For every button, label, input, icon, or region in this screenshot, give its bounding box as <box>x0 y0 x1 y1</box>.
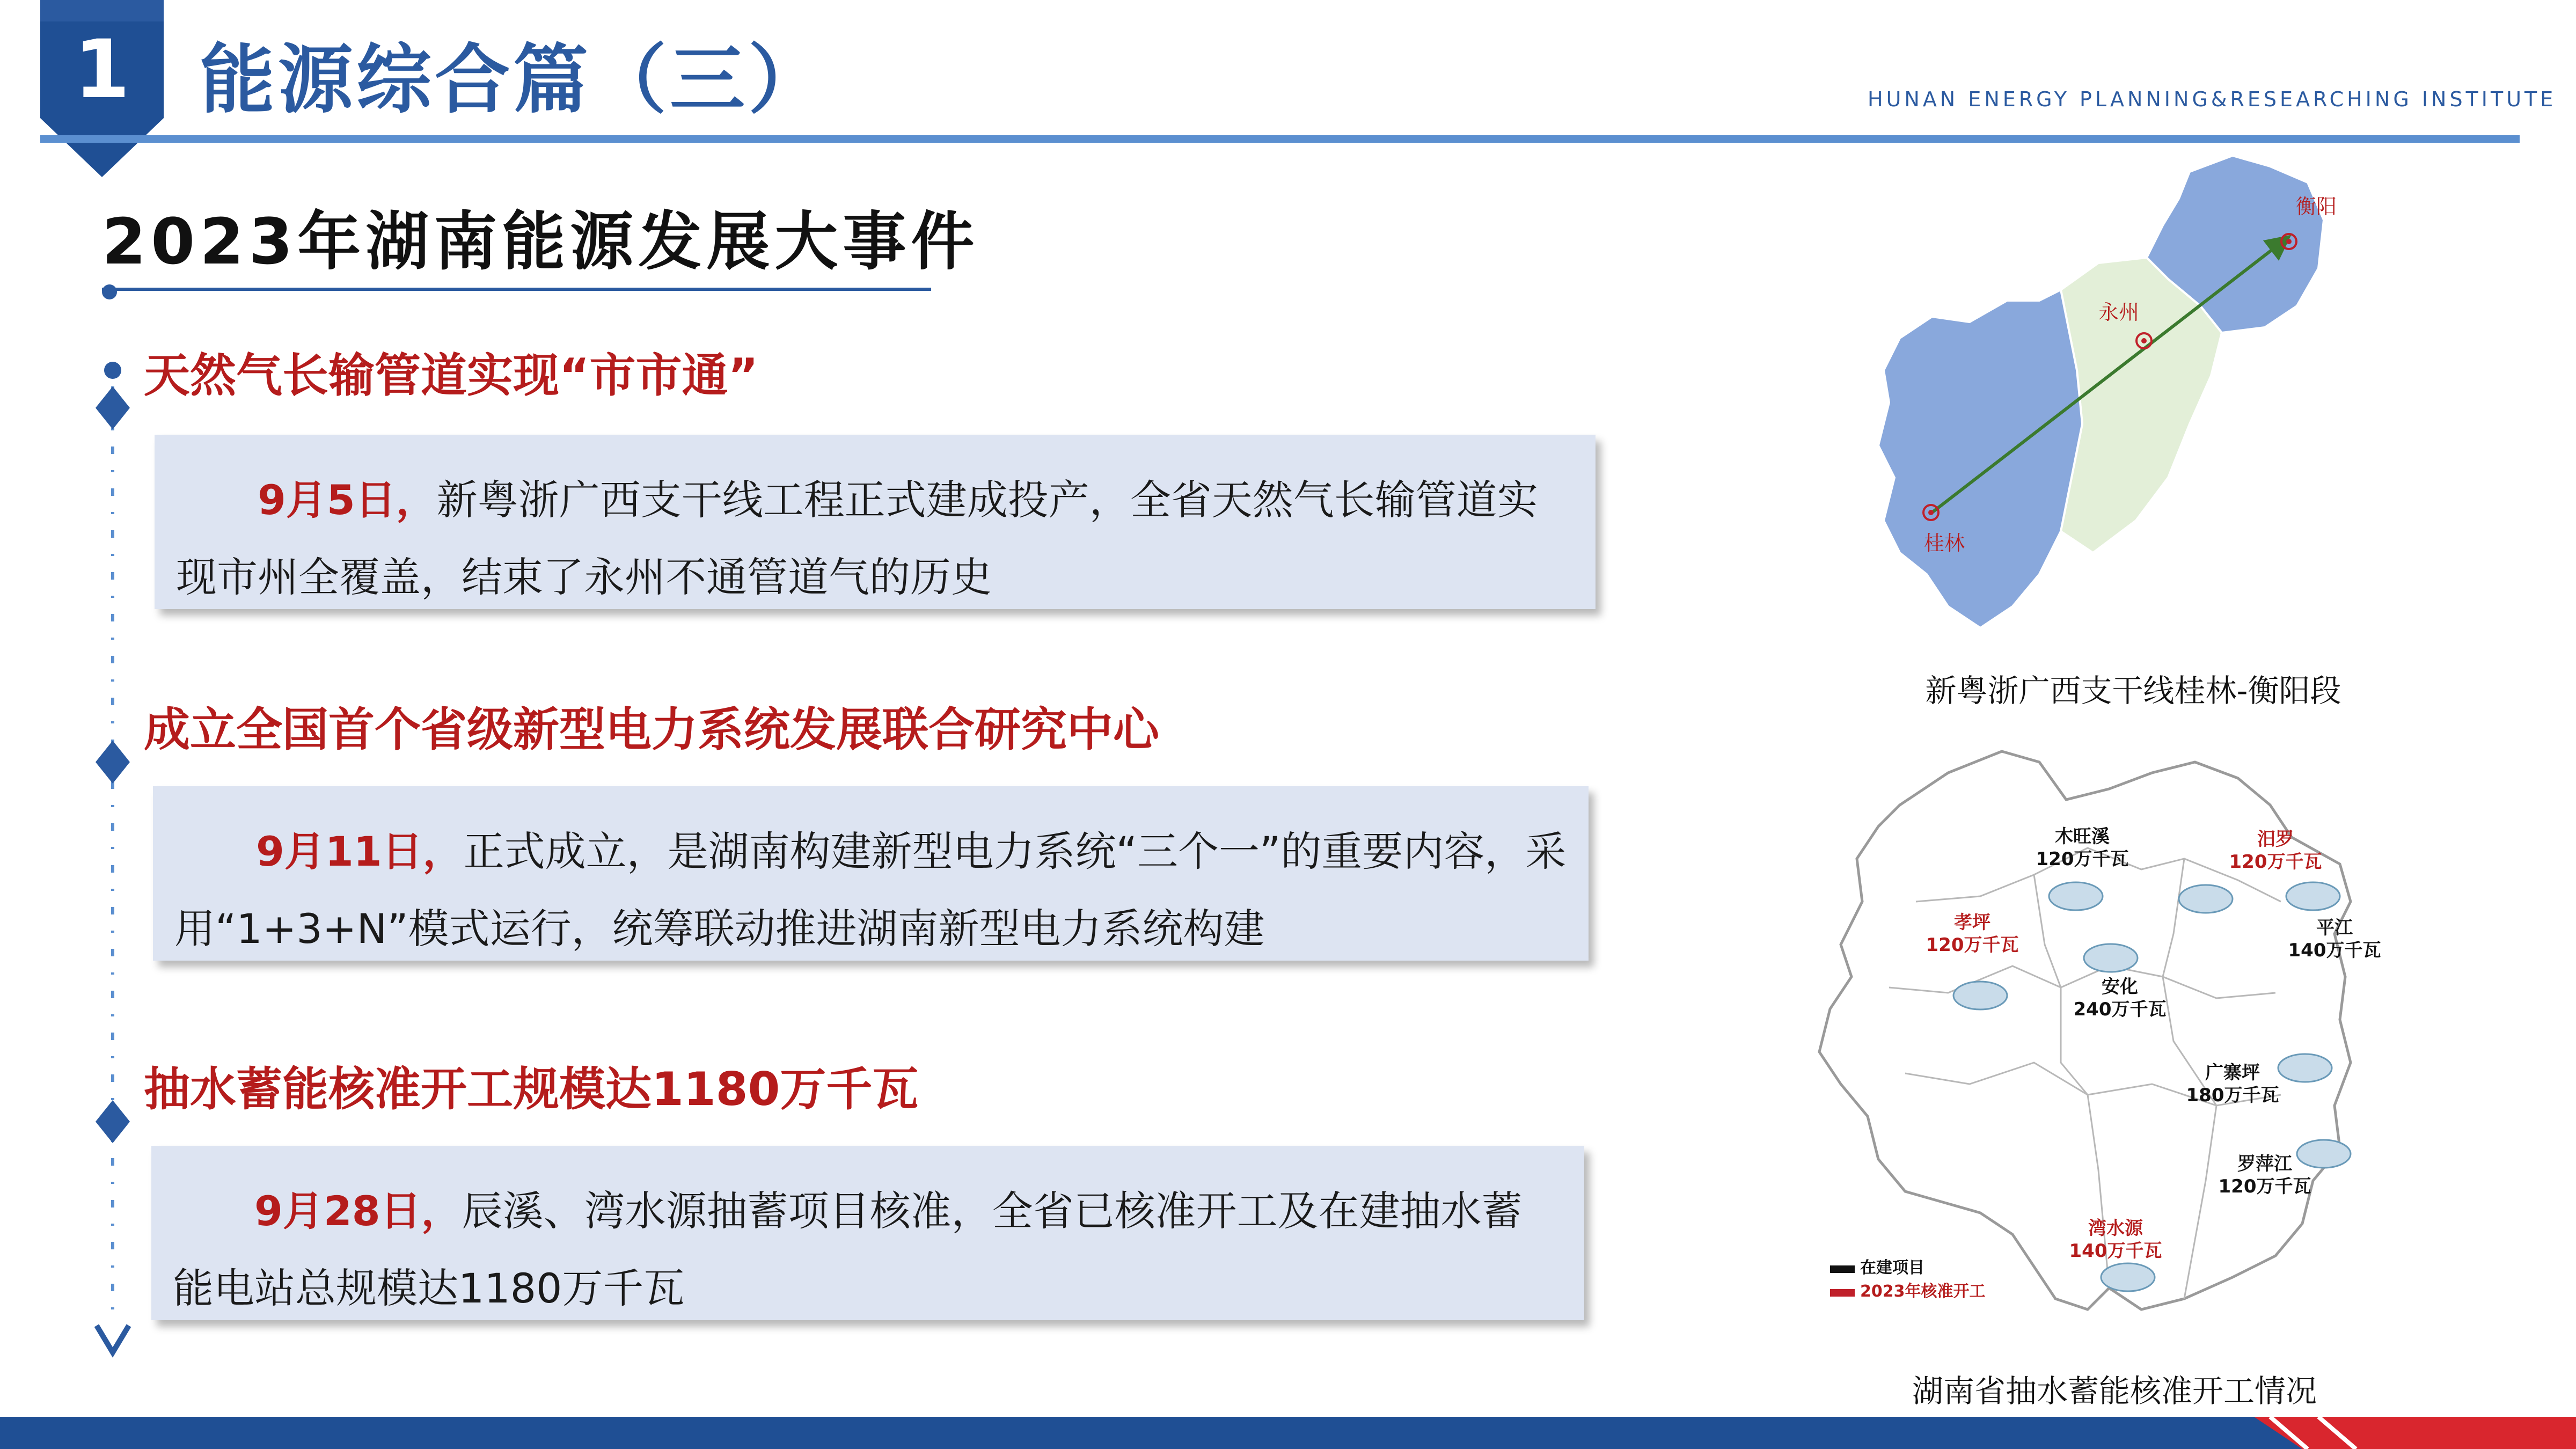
event-title-gas-pipeline: 天然气长输管道实现“市市通” <box>144 349 759 402</box>
event-text <box>173 1173 1563 1327</box>
station-name-pingjiang: 平江 <box>2316 917 2353 939</box>
event-date: 9月11日， <box>256 828 464 875</box>
page-title: 能源综合篇（三） <box>200 36 827 124</box>
city-label-hengyang: 衡阳 <box>2296 195 2337 218</box>
event-description: 正式成立，是湖南构建新型电力系统“三个一”的重要内容，采用“1+3+N”模式运行，统筹联动推进湖南新型电力系统构建 <box>174 828 1567 953</box>
legend-red-label: 2023年核准开工 <box>1860 1282 1986 1301</box>
section-title-underline <box>102 288 931 291</box>
station-name-xiaoping: 孝坪 <box>1954 912 1990 933</box>
event-date: 9月5日， <box>258 476 437 524</box>
station-name-anhua: 安化 <box>2102 976 2138 998</box>
station-name-muwangxi: 木旺溪 <box>2055 826 2110 847</box>
legend-black-label: 在建项目 <box>1860 1258 1924 1277</box>
event-text <box>174 813 1567 968</box>
section-title-dot <box>102 284 117 299</box>
station-capacity-pingjiang: 140万千瓦 <box>2288 940 2381 961</box>
event-date: 9月28日， <box>254 1187 462 1235</box>
event-title-research-center: 成立全国首个省级新型电力系统发展联合研究中心 <box>144 703 1159 757</box>
event-card-gas-pipeline <box>155 435 1596 609</box>
pumped-storage-map <box>1809 741 2420 1320</box>
pumped-storage-map-caption: 湖南省抽水蓄能核准开工情况 <box>1912 1373 2317 1409</box>
station-capacity-muwangxi: 120万千瓦 <box>2036 848 2129 870</box>
city-label-yongzhou: 永州 <box>2098 301 2140 324</box>
institute-name: HUNAN ENERGY PLANNING&RESEARCHING INSTITUTE <box>1868 87 2557 111</box>
event-description: 辰溪、湾水源抽蓄项目核准，全省已核准开工及在建抽水蓄能电站总规模达1180万千瓦 <box>173 1187 1523 1312</box>
station-name-miluo: 汨罗 <box>2257 829 2294 850</box>
station-capacity-guangzhaiping: 180万千瓦 <box>2186 1085 2279 1106</box>
pipeline-map <box>1846 145 2420 665</box>
legend-red-swatch <box>1830 1289 1855 1297</box>
station-name-guangzhaiping: 广寨坪 <box>2205 1062 2260 1084</box>
footer-bar <box>0 1417 2576 1449</box>
section-title: 2023年湖南能源发展大事件 <box>102 204 979 279</box>
legend-black-swatch <box>1830 1265 1855 1273</box>
station-capacity-wanshuiyuan: 140万千瓦 <box>2069 1240 2162 1262</box>
station-capacity-xiaoping: 120万千瓦 <box>1926 934 2019 956</box>
station-capacity-miluo: 120万千瓦 <box>2229 851 2322 873</box>
station-name-luopingjiang: 罗萍江 <box>2237 1153 2292 1175</box>
city-label-guilin: 桂林 <box>1924 531 1965 555</box>
event-text <box>176 462 1574 616</box>
header-divider <box>40 135 2520 143</box>
event-card-research-center <box>153 786 1589 961</box>
event-description: 新粤浙广西支干线工程正式建成投产，全省天然气长输管道实现市州全覆盖，结束了永州不通管道气的历史 <box>176 476 1538 601</box>
section-badge-number: 1 <box>74 23 130 116</box>
pipeline-map-caption: 新粤浙广西支干线桂林-衡阳段 <box>1925 672 2341 709</box>
event-title-pumped-storage: 抽水蓄能核准开工规模达1180万千瓦 <box>144 1063 919 1116</box>
station-capacity-luopingjiang: 120万千瓦 <box>2218 1176 2311 1197</box>
timeline <box>80 354 145 1374</box>
station-name-wanshuiyuan: 湾水源 <box>2088 1218 2143 1239</box>
event-card-pumped-storage <box>151 1146 1584 1320</box>
station-capacity-anhua: 240万千瓦 <box>2073 999 2167 1020</box>
